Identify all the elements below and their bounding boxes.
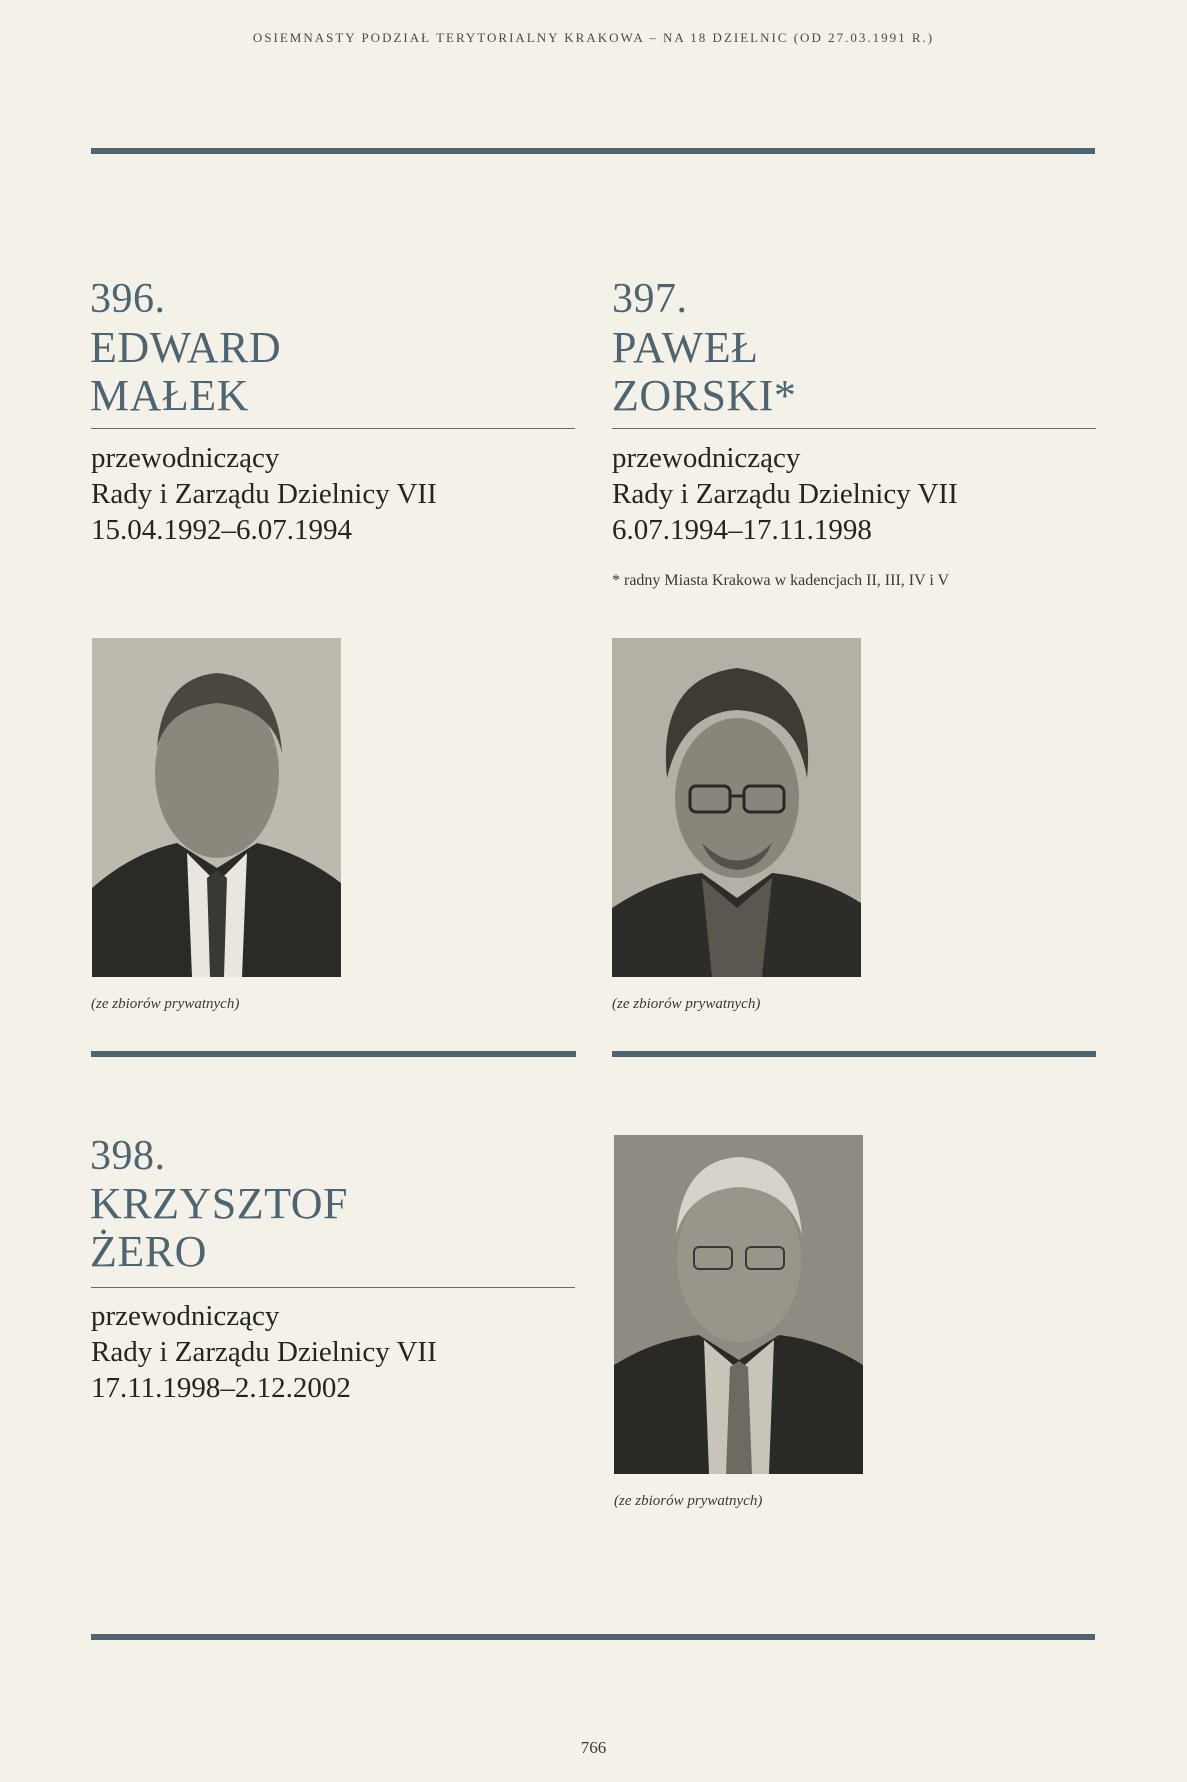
portrait-photo	[614, 1135, 863, 1474]
entry-number: 398.	[90, 1133, 166, 1179]
portrait-illustration	[612, 638, 861, 977]
first-name: PAWEŁ	[612, 323, 759, 372]
top-rule	[91, 148, 1095, 154]
role-body: Rady i Zarządu Dzielnicy VII	[91, 478, 437, 510]
portrait-illustration	[614, 1135, 863, 1474]
role-block	[91, 1298, 437, 1406]
last-name: ZORSKI*	[612, 371, 797, 420]
last-name: ŻERO	[90, 1227, 207, 1276]
entry-name	[90, 324, 281, 420]
portrait-illustration	[92, 638, 341, 977]
role-body: Rady i Zarządu Dzielnicy VII	[91, 1336, 437, 1368]
entry-name	[612, 324, 796, 420]
portrait-photo	[612, 638, 861, 977]
entry-number: 396.	[90, 276, 166, 322]
role-title: przewodniczący	[91, 1300, 280, 1332]
last-name: MAŁEK	[90, 371, 249, 420]
name-rule	[91, 428, 575, 429]
first-name: KRZYSZTOF	[90, 1179, 348, 1228]
entry-bottom-rule	[91, 1051, 576, 1057]
role-title: przewodniczący	[91, 442, 280, 474]
footnote: * radny Miasta Krakowa w kadencjach II, III, IV i V	[612, 572, 950, 589]
first-name: EDWARD	[90, 323, 282, 372]
running-head: OSIEMNASTY PODZIAŁ TERYTORIALNY KRAKOWA – NA 18 DZIELNIC (OD 27.03.1991 R.)	[252, 30, 935, 45]
photo-caption: (ze zbiorów prywatnych)	[614, 1493, 763, 1509]
page-number: 766	[580, 1738, 607, 1757]
name-rule	[91, 1287, 575, 1288]
photo-caption: (ze zbiorów prywatnych)	[612, 996, 761, 1012]
photo-caption: (ze zbiorów prywatnych)	[91, 996, 240, 1012]
role-title: przewodniczący	[612, 442, 801, 474]
entry-number: 397.	[612, 276, 688, 322]
bottom-rule	[91, 1634, 1095, 1640]
role-dates: 17.11.1998–2.12.2002	[91, 1372, 351, 1404]
role-body: Rady i Zarządu Dzielnicy VII	[612, 478, 958, 510]
role-dates: 15.04.1992–6.07.1994	[91, 514, 352, 546]
entry-name	[90, 1180, 348, 1276]
role-block	[91, 440, 437, 548]
role-dates: 6.07.1994–17.11.1998	[612, 514, 872, 546]
role-block	[612, 440, 958, 548]
portrait-photo	[92, 638, 341, 977]
name-rule	[612, 428, 1096, 429]
entry-bottom-rule	[612, 1051, 1096, 1057]
